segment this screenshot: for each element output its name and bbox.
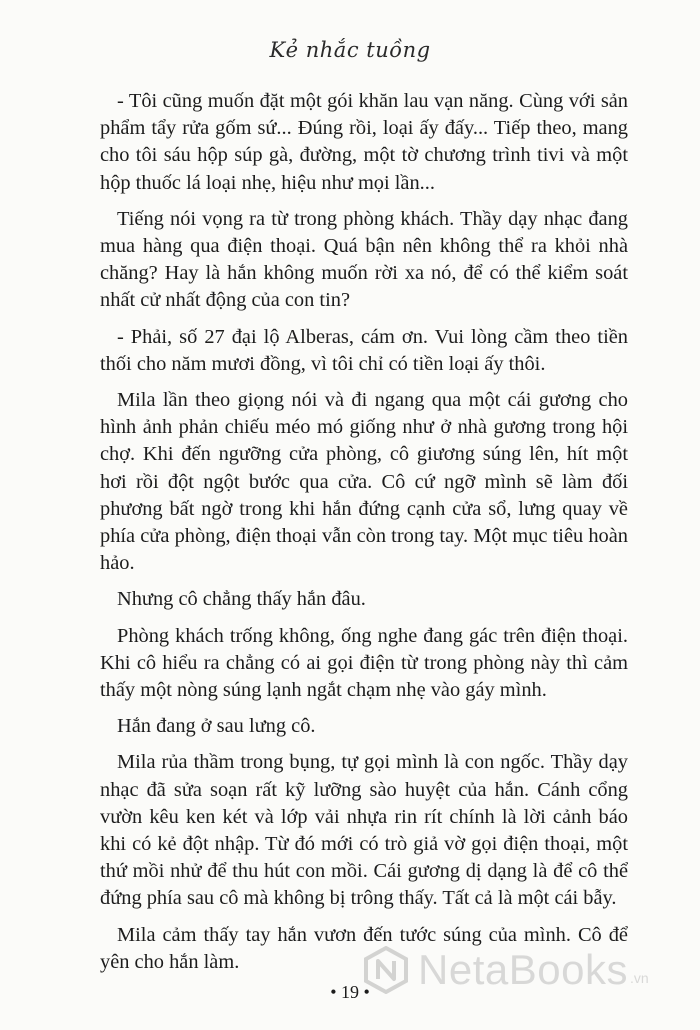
page-number: • 19 • — [330, 982, 370, 1002]
paragraph: Tiếng nói vọng ra từ trong phòng khách. Thầy dạy nhạc đang mua hàng qua điện thoại. Quá bận nên không thể ra khỏi nhà chăng? Hay là hắn không muốn rời xa nó, để có thể kiểm soát nhất cử nhất động của con tin? — [100, 207, 628, 312]
watermark — [362, 946, 649, 994]
paragraph: Mila rủa thầm trong bụng, tự gọi mình là con ngốc. Thầy dạy nhạc đã sửa soạn rất kỹ lưỡng sào huyệt của hắn. Cánh cổng vườn kêu ken két và lớp vải nhựa rin rít chính là lời cảnh báo khi có kẻ đột nhập. Từ đó mới có trò giả vờ gọi điện thoại, một thứ mồi nhử để thu hút con mồi. Cái gương dị dạng là để cô thể đứng phía sau cô mà không bị trông thấy. Tất cả là một cái bẫy. — [100, 751, 628, 910]
body-text — [100, 88, 628, 985]
paragraph: - Phải, số 27 đại lộ Alberas, cám ơn. Vui lòng cầm theo tiền thối cho năm mươi đồng, vì tôi chỉ có tiền loại ấy thôi. — [100, 325, 628, 375]
running-title: Kẻ nhắc tuồng — [269, 38, 431, 62]
watermark-suffix: .vn — [629, 970, 649, 986]
paragraph: Nhưng cô chẳng thấy hắn đâu. — [117, 588, 366, 611]
paragraph: Phòng khách trống không, ống nghe đang gác trên điện thoại. Khi cô hiểu ra chẳng có ai gọi điện từ trong phòng này thì cảm thấy một nòng súng lạnh ngắt chạm nhẹ vào gáy mình. — [100, 624, 628, 702]
paragraph: Hắn đang ở sau lưng cô. — [117, 715, 316, 738]
netabooks-logo-icon — [362, 946, 410, 994]
paragraph: - Tôi cũng muốn đặt một gói khăn lau vạn năng. Cùng với sản phẩm tẩy rửa gốm sứ... Đúng rồi, loại ấy đấy... Tiếp theo, mang cho tôi sáu hộp súp gà, đường, một tờ chương trình tivi và một hộp thuốc lá loại nhẹ, hiệu như mọi lần... — [100, 90, 628, 194]
paragraph: Mila cảm thấy tay hắn vươn đến tước súng của mình. Cô để yên cho hắn làm. — [100, 923, 628, 973]
paragraph: Mila lần theo giọng nói và đi ngang qua một cái gương cho hình ảnh phản chiếu méo mó giống như ở nhà gương trong hội chợ. Khi đến ngưỡng cửa phòng, cô giương súng lên, hít một hơi rồi đột ngột bước qua cửa. Cô cứ ngỡ mình sẽ làm đối phương bất ngờ trong khi hắn đứng cạnh cửa sổ, lưng quay về phía cửa phòng, điện thoại vẫn còn trong tay. Một mục tiêu hoàn hảo. — [100, 389, 628, 575]
watermark-brand: NetaBooks — [418, 946, 628, 993]
